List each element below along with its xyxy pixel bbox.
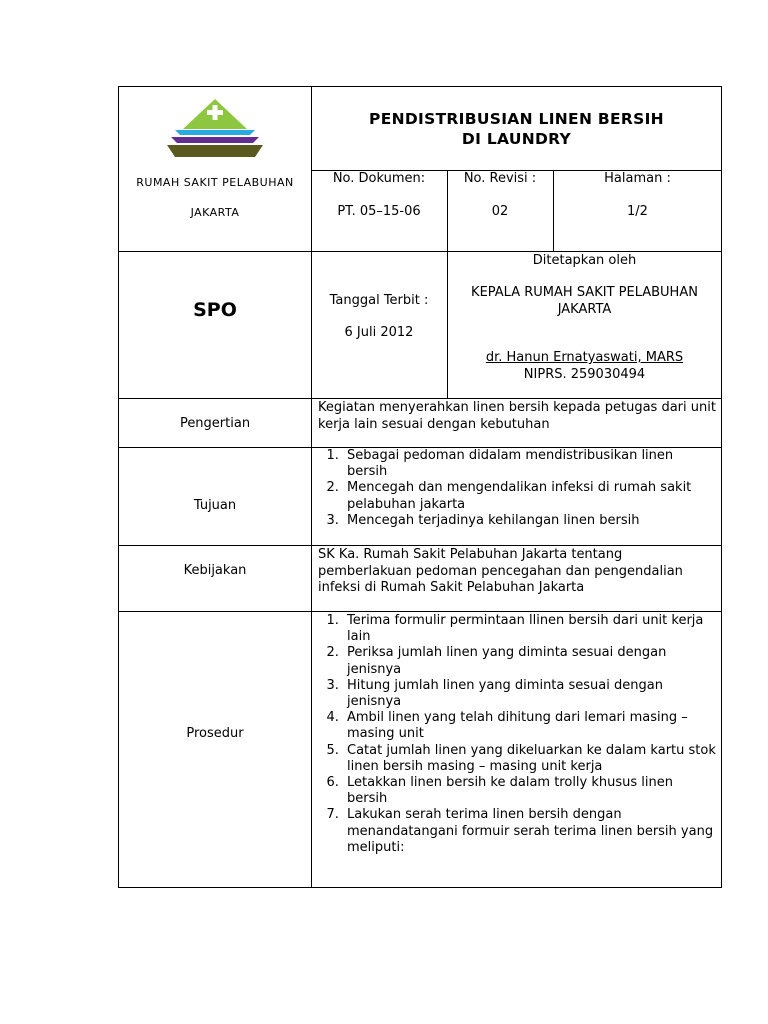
- list-item: 2. Mencegah dan mengendalikan infeksi di rumah sakit pelabuhan jakarta: [343, 480, 717, 512]
- grid-line: [119, 611, 722, 612]
- list-item: 1. Terima formulir permintaan llinen bersih dari unit kerja lain: [343, 613, 717, 645]
- page-value: 1/2: [627, 204, 648, 219]
- hospital-logo: [163, 97, 267, 163]
- tujuan-list: [299, 448, 717, 529]
- doc-number-label: No. Dokumen:: [332, 171, 426, 186]
- kebijakan-label: Kebijakan: [183, 563, 247, 578]
- authority-line1: KEPALA RUMAH SAKIT PELABUHAN: [471, 285, 698, 300]
- hospital-name-line2: JAKARTA: [190, 206, 240, 219]
- grid-line: [119, 251, 722, 252]
- list-item: 6. Letakkan linen bersih ke dalam trolly khusus linen bersih: [343, 775, 717, 807]
- issue-date-value: 6 Juli 2012: [344, 325, 414, 340]
- set-by-label: Ditetapkan oleh: [532, 253, 637, 268]
- list-item: 2. Periksa jumlah linen yang diminta sesuai dengan jenisnya: [343, 645, 717, 677]
- page-label: Halaman :: [604, 171, 671, 186]
- doc-number-value: PT. 05–15-06: [337, 204, 421, 219]
- list-item: 3. Mencegah terjadinya kehilangan linen bersih: [343, 513, 717, 529]
- signer-name: dr. Hanun Ernatyaswati, MARS: [485, 350, 684, 365]
- issue-date-label: Tanggal Terbit :: [329, 293, 429, 308]
- spo-document: [118, 86, 722, 888]
- list-item: 4. Ambil linen yang telah dihitung dari lemari masing – masing unit: [343, 710, 717, 742]
- signer-nip: NIPRS. 259030494: [523, 367, 646, 382]
- tujuan-list-container: [299, 448, 717, 529]
- list-item: 1. Sebagai pedoman didalam mendistribusikan linen bersih: [343, 448, 717, 480]
- kebijakan-text: SK Ka. Rumah Sakit Pelabuhan Jakarta tentang pemberlakuan pedoman pencegahan dan pengendalian infeksi di Rumah Sakit Pelabuhan Jakarta: [318, 547, 683, 595]
- revision-value: 02: [491, 204, 509, 219]
- prosedur-label: Prosedur: [186, 726, 244, 741]
- list-item: 7. Lakukan serah terima linen bersih dengan menandatangani formuir serah terima linen bersih yang meliputi:: [343, 807, 717, 856]
- list-item: 5. Catat jumlah linen yang dikeluarkan ke dalam kartu stok linen bersih masing – masing unit kerja: [343, 743, 717, 775]
- tujuan-label: Tujuan: [193, 498, 237, 513]
- grid-line: [119, 545, 722, 546]
- list-item: 3. Hitung jumlah linen yang diminta sesuai dengan jenisnya: [343, 678, 717, 710]
- prosedur-list-container: [299, 613, 717, 856]
- spo-label: SPO: [193, 299, 237, 321]
- pengertian-text: Kegiatan menyerahkan linen bersih kepada petugas dari unit kerja lain sesuai dengan kebutuhan: [318, 400, 716, 432]
- pengertian-label: Pengertian: [179, 416, 251, 431]
- grid-line: [119, 398, 722, 399]
- document-title-line2: DI LAUNDRY: [461, 130, 572, 148]
- revision-label: No. Revisi :: [463, 171, 537, 186]
- hospital-name-line1: RUMAH SAKIT PELABUHAN: [136, 176, 294, 189]
- prosedur-list: [299, 613, 717, 856]
- document-title-line1: PENDISTRIBUSIAN LINEN BERSIH: [369, 110, 664, 128]
- authority-line2: JAKARTA: [557, 302, 612, 317]
